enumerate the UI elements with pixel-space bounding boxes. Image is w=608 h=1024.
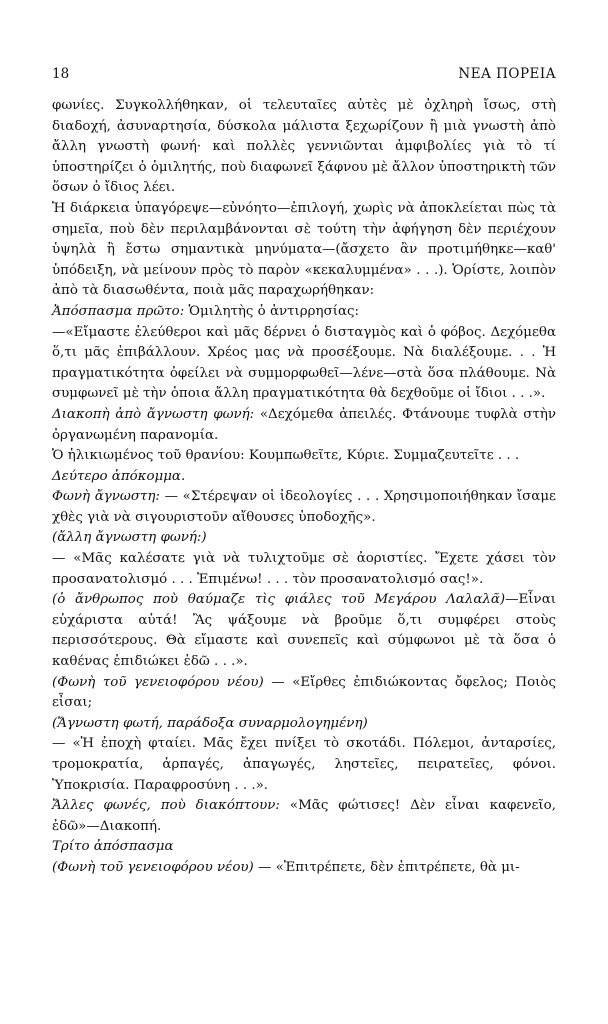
paragraph: Ὁ ἡλικιωμένος τοῦ θρανίου: Κουμπωθεῖτε, Κύριε. Συμμαζευτεῖτε . . . — [52, 448, 520, 464]
excerpt-label: Ἄλλες φωνές, ποὺ διακόπτουν: — [52, 798, 280, 814]
excerpt-label: (ὁ ἄνθρωπος ποὺ θαύμαζε τὶς φιάλες τοῦ Μεγάρου Λαλαλᾶ) — [52, 592, 506, 608]
excerpt-label: (Ἄγνωστη φωτή, παράδοξα συναρμολογημένη) — [52, 715, 368, 731]
paragraph: Ἀπόσπασμα πρῶτο: Ὁμιλητὴς ὁ ἀντιρρησίας: — [52, 303, 360, 319]
excerpt-label: (Φωνὴ τοῦ γενειοφόρου νέου) — [52, 859, 254, 875]
excerpt-label: (ἄλλη ἄγνωστη φωνή:) — [52, 530, 207, 546]
body-text — [52, 96, 556, 879]
page-number: 18 — [52, 66, 70, 82]
paragraph: — «Μᾶς καλέσατε γιὰ νὰ τυλιχτοῦμε σὲ ἀοριστίες. Ἔχετε χάσει τὸν προσανατολισμό . . . Ἐπιμένω! . . . τὸν προσανατολισμό σας!». — [52, 551, 556, 587]
excerpt-label: Δεύτερο ἀπόκομμα. — [52, 468, 186, 484]
paragraph: — «Ἡ ἐποχὴ φταίει. Μᾶς ἔχει πνίξει τὸ σκοτάδι. Πόλεμοι, ἀνταρσίες, τρομοκρατία, ἁρπαγές, ἀπαγωγές, ληστεῖες, πειρατεῖες, φόνοι. Ὑποκρισία. Παραφροσύνη . . .». — [52, 736, 556, 793]
excerpt-label: Τρίτο ἀπόσπασμα — [52, 839, 174, 855]
excerpt-label: (Φωνὴ τοῦ γενειοφόρου νέου) — [52, 674, 264, 690]
paragraph: Διακοπὴ ἀπὸ ἄγνωστη φωνή: «Δεχόμεθα ἀπειλές. Φτάνουμε τυφλὰ στὴν ὀργανωμένη παρανομία. — [52, 406, 556, 443]
paragraph — [52, 714, 556, 735]
paragraph: (ὁ ἄνθρωπος ποὺ θαύμαζε τὶς φιάλες τοῦ Μεγάρου Λαλαλᾶ)—Εἶναι εὐχάριστα αὐτά! Ἂς ψάξουμε νὰ βροῦμε ὅ,τι συμφέρει στοὺς περισσότερους. Θὰ εἴμαστε καὶ συνεπεῖς καὶ σύμφωνοι μὲ τὰ ὅσα ὁ καθένας ἐπιδιώκει ἐδῶ . . .». — [52, 592, 556, 670]
paragraph: φωνίες. Συγκολλήθηκαν, οἱ τελευταῖες αὐτὲς μὲ ὀχληρὴ ἴσως, στὴ διαδοχή, ἀσυναρτησία, δύσκολα μάλιστα ξεχωρίζουν ἢ μιὰ γνωστὴ ἀπὸ ἄλλη γνωστὴ φωνή· καὶ πολλὲς γεννιῶνται ἀμφιβολίες γιὰ τὸ τί ὑποστηρίζει ὁ ὁμιλητής, ποὺ διαφωνεῖ ξάφνου μὲ ἄλλον ὑποστηρικτὴ τῶν ὅσων ὁ ἴδιος λέει. — [52, 98, 556, 196]
excerpt-label: Φωνὴ ἄγνωστη: — [52, 489, 160, 505]
excerpt-label: Ἀπόσπασμα πρῶτο: — [52, 303, 185, 319]
paragraph — [52, 837, 556, 858]
excerpt-label: Διακοπὴ ἀπὸ ἄγνωστη φωνή: — [52, 406, 255, 422]
paragraph — [52, 528, 556, 549]
page-header — [52, 66, 556, 82]
paragraph — [52, 467, 556, 488]
paragraph: Ἡ διάρκεια ὑπαγόρεψε—εὐνόητο—ἐπιλογή, χωρὶς νὰ ἀποκλείεται πὼς τὰ σημεῖα, ποὺ δὲν περιλαμβάνονται σὲ τούτη τὴν ἀφήγηση δὲν περιέχουν ὑψηλὰ ἢ ἔστω σημαντικὰ μηνύματα—(ἄσχετο ἂν προτιμήθηκε—καθ' ὑπόδειξη, νὰ μείνουν πρὸς τὸ παρὸν «κεκαλυμμένα» . . .). Ὁρίστε, λοιπὸν ἀπὸ τὰ διασωθέντα, ποιὰ μᾶς παραχωρήθηκαν: — [52, 200, 556, 299]
paragraph: (Φωνὴ τοῦ γενειοφόρου νέου) — «Εἴρθες ἐπιδιώκοντας ὄφελος; Ποιὸς εἶσαι; — [52, 674, 556, 711]
paragraph: Ἄλλες φωνές, ποὺ διακόπτουν: «Μᾶς φώτισες! Δὲν εἶναι καφενεῖο, ἐδῶ»—Διακοπή. — [52, 798, 556, 834]
paragraph: —«Εἴμαστε ἐλεύθεροι καὶ μᾶς δέρνει ὁ δισταγμὸς καὶ ὁ φόβος. Δεχόμεθα ὅ,τι μᾶς ἐπιβάλλουν. Χρέος μας νὰ προσέξουμε. Νὰ διαλέξουμε. . . Ἡ πραγματικότητα ὀφείλει νὰ συμμορφωθεῖ—λένε—στὰ ὅσα πλάθουμε. Νὰ συμφωνεῖ μὲ τὴν ὁποια ἄλλη πραγματικότητα θὰ δεχθοῦμε οἱ ἴδιοι . . .». — [52, 324, 556, 402]
running-title: ΝΕΑ ΠΟΡΕΙΑ — [458, 66, 556, 82]
paragraph: (Φωνὴ τοῦ γενειοφόρου νέου) — «Ἐπιτρέπετε, δὲν ἐπιτρέπετε, θὰ μι- — [52, 859, 520, 875]
paragraph: Φωνὴ ἄγνωστη: — «Στέρεψαν οἱ ἰδεολογίες . . . Χρησιμοποιήθηκαν ἴσαμε χθὲς γιὰ νὰ σιγουριστοῦν αἴθουσες ὑποδοχῆς». — [52, 489, 556, 525]
